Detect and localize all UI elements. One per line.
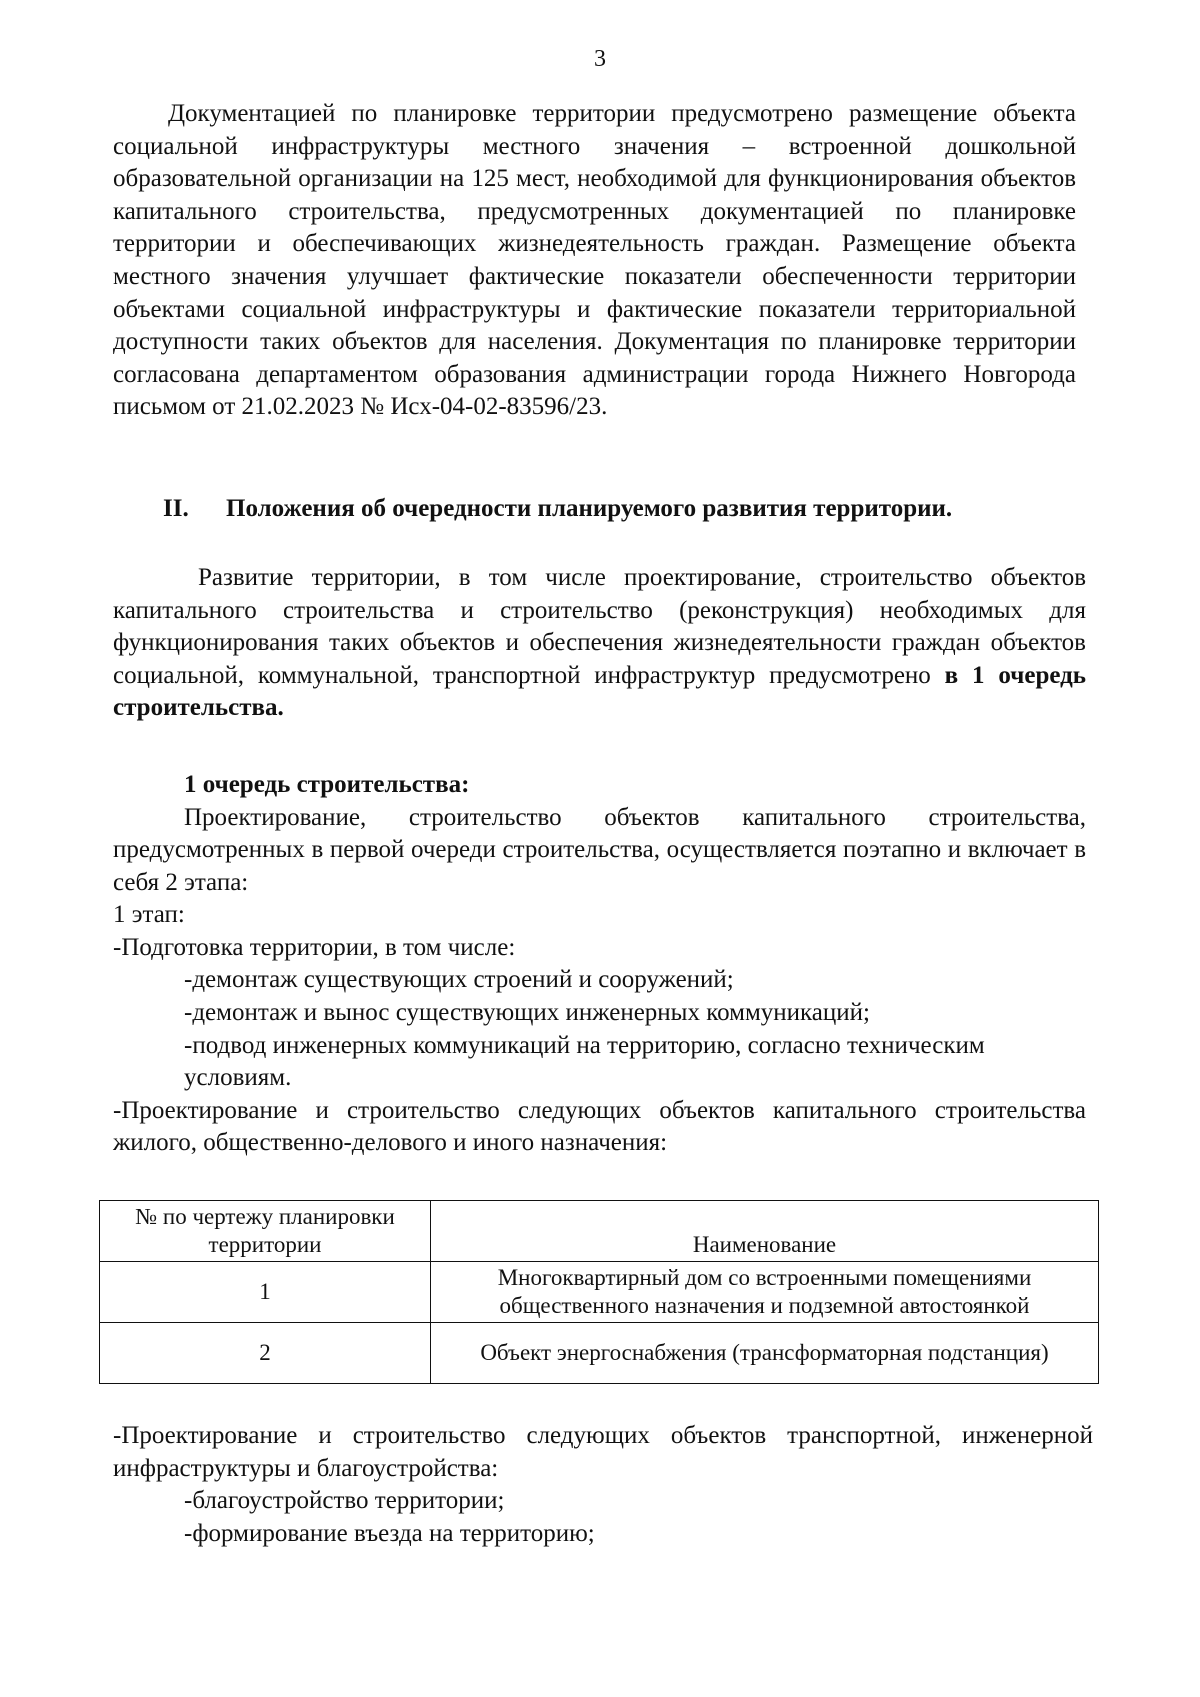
page-number: 3: [594, 46, 606, 72]
table-cell-number: 1: [100, 1262, 431, 1323]
paragraph-development-text: Развитие территории, в том числе проектирование, строительство объектов капитального строительства и строительство (реконструкция) необходимых для функционирования таких объектов и обеспечения жизнедеятельности граждан объектов социальной, коммунальной, транспортной инфраструктур предусмотрено: [113, 563, 1086, 689]
table-header-name: Наименование: [431, 1201, 1099, 1262]
section-title: Положения об очередности планируемого развития территории.: [226, 494, 953, 522]
list-item: -демонтаж и вынос существующих инженерных коммуникаций;: [184, 999, 870, 1027]
list-item: -формирование въезда на территорию;: [184, 1519, 595, 1547]
list-item: -подвод инженерных коммуникаций на территорию, согласно техническим условиям.: [184, 1031, 985, 1092]
subsection-title: 1 очередь строительства:: [184, 770, 470, 798]
paragraph-development: [113, 562, 1086, 725]
table-row: [100, 1323, 1099, 1384]
table-cell-name: Многоквартирный дом со встроенными помещениями общественного назначения и подземной автостоянкой: [431, 1262, 1099, 1323]
table-row: [100, 1262, 1099, 1323]
objects-table: [99, 1200, 1099, 1384]
prep-heading: -Подготовка территории, в том числе:: [113, 933, 516, 961]
document-body: [113, 98, 1086, 1160]
paragraph-infrastructure: Документацией по планировке территории предусмотрено размещение объекта социальной инфраструктуры местного значения – встроенной дошкольной образовательной организации на 125 мест, необходимой для функционирования объектов капитального строительства, предусмотренных документацией по планировке территории и обеспечивающих жизнедеятельность граждан. Размещение объекта местного значения улучшает фактические показатели обеспеченности территории объектами социальной инфраструктуры и фактические показатели территориальной доступности таких объектов для населения. Документация по планировке территории согласована департаментом образования администрации города Нижнего Новгорода письмом от 21.02.2023 № Исх-04-02-83596/23.: [113, 100, 1076, 421]
design-heading: -Проектирование и строительство следующих объектов капитального строительства жилого, общественно-делового и иного назначения:: [113, 1096, 1086, 1157]
after-table-body: [113, 1420, 1093, 1550]
table-cell-name: Объект энергоснабжения (трансформаторная подстанция): [431, 1323, 1099, 1384]
paragraph-development-bold: в 1 очередь строительства.: [113, 661, 1086, 722]
list-item: -благоустройство территории;: [184, 1487, 505, 1515]
paragraph-stages: Проектирование, строительство объектов капитального строительства, предусмотренных в первой очереди строительства, осуществляется поэтапно и включает в себя 2 этапа:: [113, 803, 1086, 896]
table-cell-number: 2: [100, 1323, 431, 1384]
transport-heading: -Проектирование и строительство следующих объектов транспортной, инженерной инфраструктуры и благоустройства:: [113, 1422, 1093, 1482]
stage-label: 1 этап:: [113, 901, 185, 929]
section-heading: [113, 492, 1086, 525]
objects-table-wrap: [99, 1200, 1099, 1384]
section-number: II.: [163, 494, 189, 522]
list-item: -демонтаж существующих строений и сооружений;: [184, 966, 734, 994]
table-header-row: [100, 1201, 1099, 1262]
table-header-number: № по чертежу планировки территории: [100, 1201, 431, 1262]
